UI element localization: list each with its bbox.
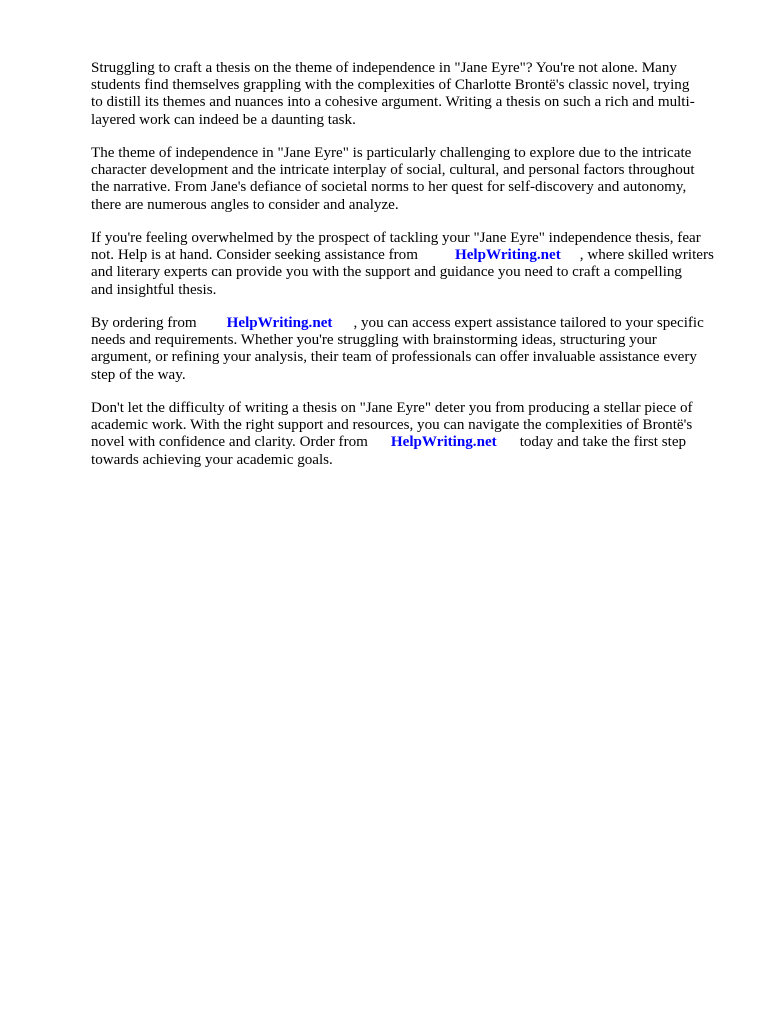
text-segment: , where skilled writers bbox=[579, 247, 714, 264]
paragraph-intro bbox=[91, 60, 721, 129]
text-line: the narrative. From Jane's defiance of societal norms to her quest for self-discovery and autonomy, bbox=[91, 179, 687, 196]
text-segment: By ordering from bbox=[91, 315, 197, 331]
paragraph-help bbox=[91, 230, 721, 299]
text-line: needs and requirements. Whether you're struggling with brainstorming ideas, structuring your bbox=[91, 332, 657, 349]
paragraph-conclusion bbox=[91, 400, 721, 469]
text-line: step of the way. bbox=[91, 366, 186, 383]
document-page bbox=[91, 60, 721, 485]
text-line: and insightful thesis. bbox=[91, 281, 217, 298]
paragraph-ordering bbox=[91, 315, 721, 384]
text-line: If you're feeling overwhelmed by the prospect of tackling your "Jane Eyre" independence thesis, fear bbox=[91, 230, 701, 246]
text-line bbox=[91, 434, 721, 451]
text-segment: novel with confidence and clarity. Order from bbox=[91, 434, 368, 451]
text-line: argument, or refining your analysis, their team of professionals can offer invaluable assistance every bbox=[91, 349, 697, 366]
text-line: towards achieving your academic goals. bbox=[91, 451, 333, 468]
text-line: Struggling to craft a thesis on the theme of independence in "Jane Eyre"? You're not alone. Many bbox=[91, 60, 677, 76]
text-line: and literary experts can provide you with the support and guidance you need to craft a compelling bbox=[91, 264, 682, 281]
text-line: there are numerous angles to consider and analyze. bbox=[91, 196, 399, 213]
text-segment: , you can access expert assistance tailored to your specific bbox=[353, 315, 704, 331]
paragraph-theme bbox=[91, 145, 721, 214]
helpwriting-link[interactable]: HelpWriting.net bbox=[454, 247, 561, 264]
text-line: to distill its themes and nuances into a cohesive argument. Writing a thesis on such a rich and multi- bbox=[91, 94, 695, 111]
text-segment: today and take the first step bbox=[519, 434, 687, 451]
text-line: layered work can indeed be a daunting task. bbox=[91, 111, 356, 128]
text-line: Don't let the difficulty of writing a thesis on "Jane Eyre" deter you from producing a stellar piece of bbox=[91, 400, 693, 416]
helpwriting-link[interactable]: HelpWriting.net bbox=[390, 434, 497, 451]
text-line bbox=[91, 315, 721, 332]
text-line: character development and the intricate interplay of social, cultural, and personal factors throughout bbox=[91, 162, 695, 179]
text-line: students find themselves grappling with the complexities of Charlotte Brontë's classic novel, trying bbox=[91, 77, 690, 94]
text-line: academic work. With the right support and resources, you can navigate the complexities of Brontë's bbox=[91, 417, 693, 434]
text-line bbox=[91, 247, 721, 264]
helpwriting-link[interactable]: HelpWriting.net bbox=[226, 315, 333, 331]
text-line: The theme of independence in "Jane Eyre" is particularly challenging to explore due to the intricate bbox=[91, 145, 692, 161]
text-segment: not. Help is at hand. Consider seeking assistance from bbox=[91, 247, 418, 264]
